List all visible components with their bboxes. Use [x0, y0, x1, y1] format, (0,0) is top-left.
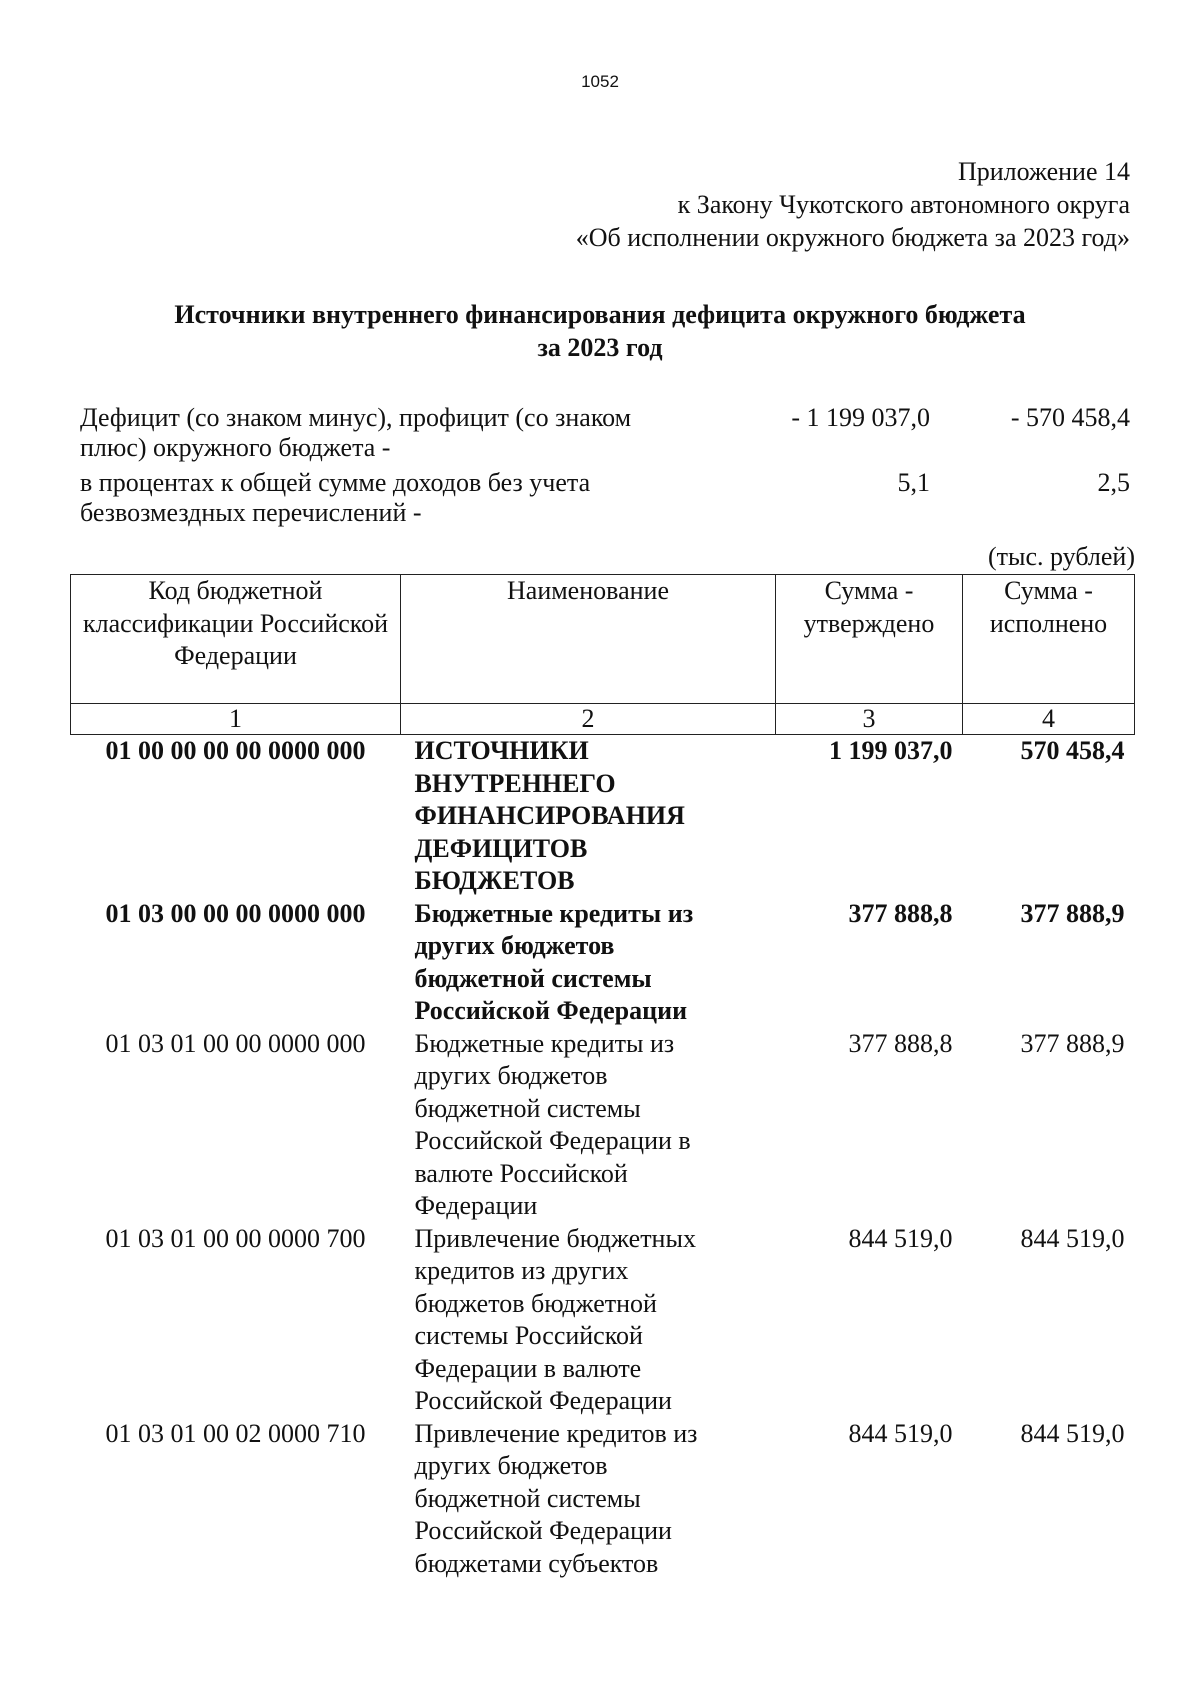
row-approved: 377 888,8	[848, 898, 953, 928]
column-number: 3	[776, 704, 963, 735]
table-row	[71, 1418, 1135, 1581]
summary-approved: - 1 199 037,0	[791, 403, 930, 432]
appendix-line-3: «Об исполнении окружного бюджета за 2023 год»	[575, 223, 1130, 252]
row-code: 01 03 01 00 00 0000 700	[105, 1223, 366, 1253]
row-approved: 844 519,0	[848, 1418, 953, 1448]
header-approved: Сумма - утверждено	[776, 575, 963, 698]
table-header-row	[71, 575, 1135, 698]
page-number: 1052	[581, 72, 619, 91]
row-code: 01 00 00 00 00 0000 000	[105, 736, 366, 765]
appendix-line-1: Приложение 14	[957, 157, 1130, 186]
row-name: Привлечение кредитов из других бюджетов бюджетной системы Российской Федерации бюджетами субъектов	[414, 1418, 698, 1578]
row-name: Привлечение бюджетных кредитов из других бюджетов бюджетной системы Российской Федерации в валюте Российской Федерации	[414, 1223, 696, 1415]
row-executed: 570 458,4	[1020, 736, 1125, 765]
document-title	[0, 298, 1200, 364]
summary-label: Дефицит (со знаком минус), профицит (со знаком плюс) окружного бюджета -	[80, 403, 632, 462]
appendix-block	[576, 155, 1130, 254]
row-name: Бюджетные кредиты из других бюджетов бюджетной системы Российской Федерации	[414, 898, 694, 1025]
row-code: 01 03 01 00 02 0000 710	[105, 1418, 366, 1448]
document-title-line-1: Источники внутреннего финансирования дефицита окружного бюджета	[174, 300, 1026, 329]
row-executed: 377 888,9	[1020, 1028, 1125, 1058]
summary-row-percent	[80, 468, 1130, 528]
sources-table	[70, 574, 1135, 1580]
row-name: ИСТОЧНИКИ ВНУТРЕННЕГО ФИНАНСИРОВАНИЯ ДЕФИЦИТОВ БЮДЖЕТОВ	[414, 736, 685, 895]
column-number: 1	[71, 704, 401, 735]
summary-label: в процентах к общей сумме доходов без учета безвозмездных перечислений -	[80, 468, 591, 527]
row-approved: 1 199 037,0	[829, 736, 953, 765]
header-name: Наименование	[401, 575, 776, 698]
row-approved: 844 519,0	[848, 1223, 953, 1253]
summary-block	[80, 403, 1130, 533]
column-number: 4	[963, 704, 1135, 735]
document-title-line-2: за 2023 год	[537, 333, 663, 362]
summary-executed: 2,5	[1097, 468, 1130, 497]
row-executed: 377 888,9	[1020, 898, 1125, 928]
table-column-numbers-row	[71, 704, 1135, 735]
header-code: Код бюджетной классификации Российской Федерации	[71, 575, 401, 698]
column-number: 2	[401, 704, 776, 735]
appendix-line-2: к Закону Чукотского автономного округа	[677, 190, 1130, 219]
table-row	[71, 735, 1135, 898]
table-row	[71, 898, 1135, 1028]
row-code: 01 03 01 00 00 0000 000	[105, 1028, 366, 1058]
summary-executed: - 570 458,4	[1010, 403, 1130, 432]
row-approved: 377 888,8	[848, 1028, 953, 1058]
row-executed: 844 519,0	[1020, 1223, 1125, 1253]
summary-approved: 5,1	[897, 468, 930, 497]
units-label: (тыс. рублей)	[987, 542, 1135, 571]
summary-row-deficit	[80, 403, 1130, 463]
table-row	[71, 1028, 1135, 1223]
header-executed: Сумма - исполнено	[963, 575, 1135, 698]
table-row	[71, 1223, 1135, 1418]
row-name: Бюджетные кредиты из других бюджетов бюджетной системы Российской Федерации в валюте Российской Федерации	[414, 1028, 691, 1220]
row-code: 01 03 00 00 00 0000 000	[105, 898, 366, 928]
row-executed: 844 519,0	[1020, 1418, 1125, 1448]
